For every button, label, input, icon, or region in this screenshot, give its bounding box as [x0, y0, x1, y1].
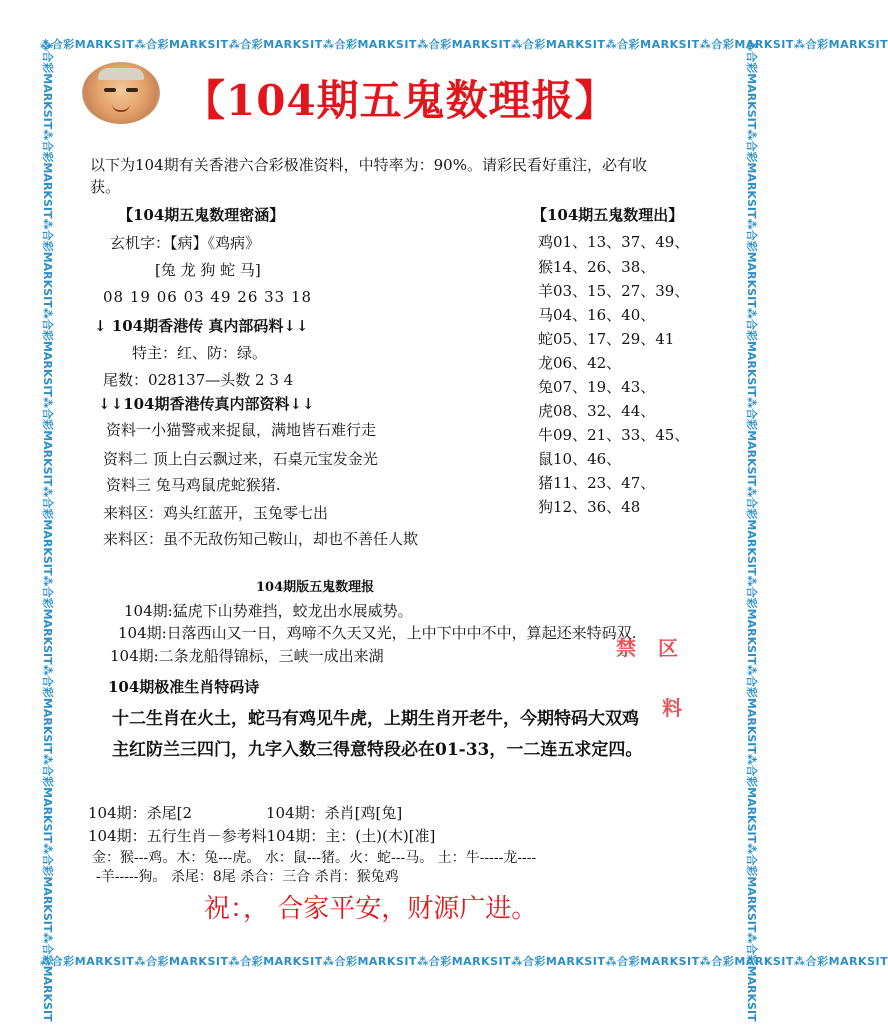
weishu-text: 尾数：028137—头数 2 3 4 — [103, 371, 294, 389]
laiqu-2: 来料区：虽不无敌伤知己鞍山，却也不善任人欺 — [103, 530, 419, 548]
insider-heading-1: ↓ 104期香港传 真内部码料↓↓ — [94, 317, 309, 335]
list-item: 猪11、23、47、 — [538, 474, 656, 492]
animal-list: [兔 龙 狗 蛇 马] — [155, 261, 261, 279]
border-text: ⁂合彩MARKSIT — [228, 38, 323, 51]
border-text: ⁂合彩MARKSIT — [511, 38, 606, 51]
border-text: ⁂合彩MARKSIT — [745, 396, 758, 487]
insider-heading-2: ↓↓104期香港传真内部资料↓↓ — [98, 395, 315, 413]
avatar — [82, 62, 160, 124]
stamp-mark: 区 — [658, 636, 678, 660]
poem-line-2: 主红防兰三四门，九字入数三得意特段必在01-33，一二连五求定四。 — [112, 740, 643, 760]
border-text: ⁂合彩MARKSIT — [228, 955, 323, 968]
tezhu-text: 特主：红、防：绿。 — [132, 344, 268, 362]
verse-3: 104期:二条龙船得锦标，三峡一成出来湖 — [110, 647, 384, 665]
border-text: ⁂合彩MARKSIT — [699, 955, 794, 968]
border-text: ⁂合彩MARKSIT — [745, 843, 758, 933]
shawei-text: 104期：杀尾[2 — [88, 804, 193, 822]
stamp-mark: 禁 — [616, 636, 636, 660]
border-bottom — [40, 953, 888, 971]
list-item: 龙06、42、 — [538, 354, 622, 372]
sub-heading: 104期版五鬼数理报 — [256, 580, 375, 595]
right-heading: 【104期五鬼数理出】 — [532, 206, 684, 224]
element-line-1: 金：猴---鸡。木：兔---虎。 水：鼠---猪。火：蛇---马。 土：牛-----龙---- — [92, 850, 537, 866]
border-text: ⁂合彩MARKSIT — [134, 955, 229, 968]
border-text: ⁂合彩MARKSIT — [793, 38, 888, 51]
list-item: 蛇05、17、29、41 — [538, 330, 675, 348]
border-text: ⁂合彩MARKSIT — [41, 486, 54, 576]
border-text: ⁂合彩MARKSIT — [745, 129, 758, 219]
verse-1: 104期:猛虎下山势难挡，蛟龙出水展威势。 — [124, 602, 413, 620]
border-top — [40, 36, 888, 54]
xuanji-text: 玄机字：【病】《鸡病》 — [110, 234, 261, 252]
verse-2: 104期:日落西山又一日，鸡啼不久天又光，上中下中中不中，算起还来特码双. — [118, 624, 637, 642]
border-text: ⁂合彩MARKSIT — [40, 955, 135, 968]
border-text: ⁂合彩MARKSIT — [41, 932, 54, 1022]
ziliao-3: 资料三 兔马鸡鼠虎蛇猴猪. — [106, 476, 281, 494]
border-text: ⁂合彩MARKSIT — [41, 664, 54, 754]
laiqu-1: 来料区：鸡头红蓝开，玉兔零七出 — [103, 504, 329, 522]
border-text: ⁂合彩MARKSIT — [41, 396, 54, 487]
border-text: ⁂合彩MARKSIT — [745, 753, 758, 844]
list-item: 羊03、15、27、39、 — [538, 282, 690, 300]
border-text: ⁂合彩MARKSIT — [41, 307, 54, 397]
border-text: ⁂合彩MARKSIT — [793, 955, 888, 968]
number-list: 08 19 06 03 49 26 33 18 — [103, 288, 313, 306]
border-text: ⁂合彩MARKSIT — [745, 664, 758, 754]
shaxiao-text: 104期：杀肖[鸡[兔] — [266, 804, 403, 822]
element-line-2: -羊-----狗。 杀尾：8尾 杀合：三合 杀肖：猴兔鸡 — [96, 869, 399, 885]
list-item: 鸡01、13、37、49、 — [538, 233, 690, 251]
border-text: ⁂合彩MARKSIT — [41, 129, 54, 219]
border-text: ⁂合彩MARKSIT — [41, 753, 54, 844]
border-text: ⁂合彩MARKSIT — [41, 218, 54, 308]
border-text: ⁂合彩MARKSIT — [745, 575, 758, 665]
poem-line-1: 十二生肖在火土，蛇马有鸡见牛虎，上期生肖开老牛，今期特码大双鸡 — [112, 709, 639, 729]
border-text: ⁂合彩MARKSIT — [605, 38, 700, 51]
border-text: ⁂合彩MARKSIT — [322, 955, 417, 968]
wuxing-text: 104期：五行生肖－参考料104期：主：(土)(木)[准] — [88, 827, 436, 845]
poem-title: 104期极准生肖特码诗 — [108, 678, 260, 696]
border-right — [742, 40, 760, 1022]
border-text: ⁂合彩MARKSIT — [41, 40, 54, 130]
list-item: 马04、16、40、 — [538, 306, 656, 324]
border-text: ⁂合彩MARKSIT — [699, 38, 794, 51]
ziliao-1: 资料一小猫警戒来捉鼠，满地皆石难行走 — [106, 421, 377, 439]
border-text: ⁂合彩MARKSIT — [745, 307, 758, 397]
list-item: 虎08、32、44、 — [538, 402, 656, 420]
list-item: 鼠10、46、 — [538, 450, 622, 468]
border-text: ⁂合彩MARKSIT — [41, 575, 54, 665]
border-text: ⁂合彩MARKSIT — [605, 955, 700, 968]
border-text: ⁂合彩MARKSIT — [322, 38, 417, 51]
list-item: 兔07、19、43、 — [538, 378, 656, 396]
border-text: ⁂合彩MARKSIT — [745, 932, 758, 1022]
stamp-mark: 料 — [662, 696, 682, 720]
list-item: 猴14、26、38、 — [538, 258, 656, 276]
border-text: ⁂合彩MARKSIT — [511, 955, 606, 968]
ziliao-2: 资料二 顶上白云飘过来，石桌元宝发金光 — [103, 450, 378, 468]
left-heading: 【104期五鬼数理密涵】 — [118, 206, 285, 224]
border-text: ⁂合彩MARKSIT — [134, 38, 229, 51]
border-text: ⁂合彩MARKSIT — [745, 218, 758, 308]
page-title: 【104期五鬼数理报】 — [183, 76, 618, 125]
list-item: 狗12、36、48 — [538, 498, 641, 516]
border-text: ⁂合彩MARKSIT — [416, 38, 512, 51]
list-item: 牛09、21、33、45、 — [538, 426, 690, 444]
intro-line-2: 获。 — [90, 178, 121, 196]
blessing-text: 祝：， 合家平安，财源广进。 — [204, 894, 538, 924]
border-text: ⁂合彩MARKSIT — [41, 843, 54, 933]
intro-line-1: 以下为104期有关香港六合彩极准资料，中特率为：90%。请彩民看好重注，必有收 — [90, 156, 647, 174]
border-text: ⁂合彩MARKSIT — [416, 955, 512, 968]
border-text: ⁂合彩MARKSIT — [40, 38, 135, 51]
border-left — [38, 40, 56, 1022]
border-text: ⁂合彩MARKSIT — [745, 40, 758, 130]
border-text: ⁂合彩MARKSIT — [745, 486, 758, 576]
